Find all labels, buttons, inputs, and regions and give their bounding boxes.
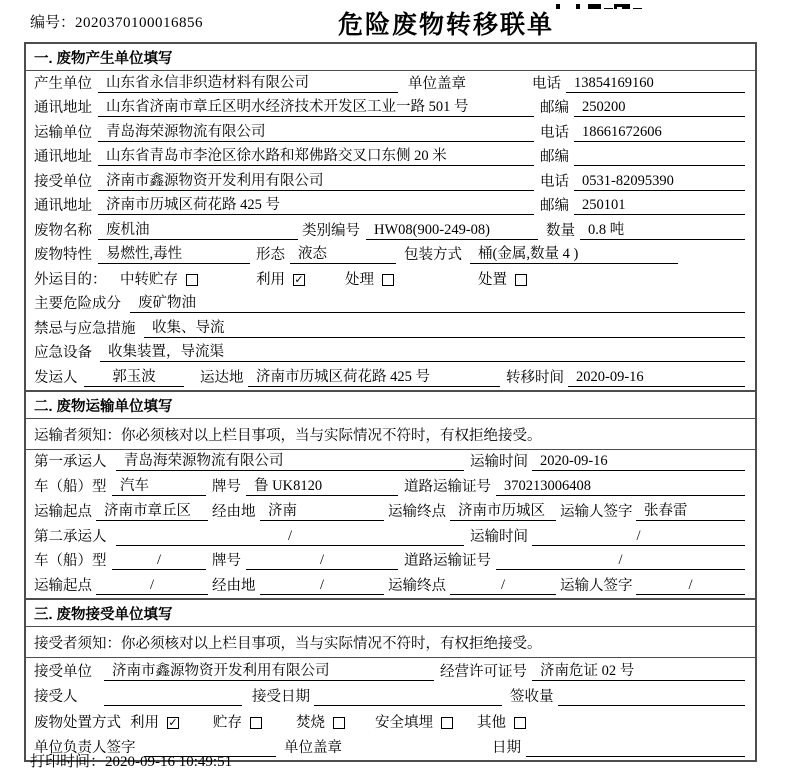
receiver-unit-row [26, 169, 755, 194]
hazard-component-value[interactable]: 废矿物油 [130, 294, 745, 313]
checkbox-unchecked-icon[interactable] [382, 274, 394, 286]
unit-seal-label: 单位盖章 [284, 740, 342, 757]
route-via-2-value[interactable]: / [260, 576, 384, 595]
plate-number-label: 牌号 [212, 553, 241, 570]
postcode-label: 邮编 [540, 100, 569, 116]
disposal-method-label: 废物处置方式 [34, 714, 121, 731]
receiver-phone-value[interactable]: 0531-82095390 [574, 172, 745, 191]
transporter-address-label: 通讯地址 [34, 149, 92, 165]
route-end-2-value[interactable]: / [450, 576, 556, 595]
receiver-postcode-value[interactable]: 250101 [574, 196, 745, 215]
receiver-address-label: 通讯地址 [34, 198, 92, 214]
unit-seal-label: 单位盖章 [408, 75, 466, 92]
route-origin-label: 运输起点 [34, 578, 92, 595]
transporter-address-row [26, 145, 755, 170]
form-state-value[interactable]: 液态 [290, 245, 396, 264]
route-via-label: 经由地 [212, 503, 256, 520]
transfer-purpose-label: 外运目的： [34, 271, 107, 288]
disposal-method-row [26, 709, 755, 735]
second-carrier-label: 第二承运人 [34, 528, 107, 545]
received-quantity-value[interactable] [558, 688, 745, 706]
disposal-use-checkbox[interactable] [130, 714, 179, 732]
category-code-label: 类别编号 [302, 222, 360, 239]
accept-date-value[interactable] [314, 688, 502, 706]
serial-label: 编号： [30, 15, 76, 31]
section-producer-header: 一. 废物产生单位填写 [26, 44, 755, 71]
accepting-person-row [26, 684, 755, 710]
packaging-value[interactable]: 桶(金属,数量 4 ) [470, 245, 678, 264]
transporter-unit-label: 运输单位 [34, 124, 92, 141]
vehicle-type-value[interactable]: 汽车 [112, 477, 206, 496]
accept-date-label: 接受日期 [252, 689, 310, 706]
emergency-measures-label: 禁忌与应急措施 [34, 320, 136, 337]
waste-property-value[interactable]: 易燃性,毒性 [98, 245, 250, 264]
date-label: 日期 [492, 740, 521, 757]
checkbox-unchecked-icon[interactable] [441, 717, 453, 729]
disposal-landfill-checkbox-label: 安全填埋 [375, 714, 433, 731]
accepting-unit-row [26, 658, 755, 684]
carrier-signature-label: 运输人签字 [560, 503, 633, 520]
purpose-transit-storage-checkbox-label: 中转贮存 [120, 271, 178, 288]
transporter-unit-row [26, 120, 755, 145]
consignor-label: 发运人 [34, 369, 78, 386]
disposal-incineration-checkbox-label: 焚烧 [296, 714, 325, 731]
print-time-label: 打印时间： [30, 754, 106, 768]
transfer-purpose-row [26, 267, 755, 292]
receiver-notice: 接受者须知：你必须核对以上栏目事项，当与实际情况不符时，有权拒绝接受。 [26, 627, 755, 658]
print-time [30, 750, 232, 768]
postcode-label: 邮编 [540, 149, 569, 165]
packaging-label: 包装方式 [404, 247, 462, 263]
transfer-time-label: 转移时间 [506, 369, 564, 386]
second-carrier-row [26, 524, 755, 549]
checkbox-unchecked-icon[interactable] [514, 717, 526, 729]
transport-time-label: 运输时间 [470, 528, 528, 545]
transporter-notice: 运输者须知：你必须核对以上栏目事项，当与实际情况不符时，有权拒绝接受。 [26, 419, 755, 450]
accepting-unit-label: 接受单位 [34, 663, 92, 680]
disposal-storage-checkbox[interactable] [213, 714, 262, 732]
vehicle-type-label: 车（船）型 [34, 479, 107, 496]
section-receiver-header: 三. 废物接受单位填写 [26, 600, 755, 627]
plate-number-value[interactable]: 鲁 UK8120 [246, 477, 398, 496]
vehicle-row-2 [26, 549, 755, 574]
qr-code-fragment [556, 0, 642, 9]
received-quantity-label: 签收量 [510, 689, 554, 706]
transporter-postcode-value[interactable] [574, 148, 745, 166]
consignor-row [26, 365, 755, 390]
category-code-value[interactable]: HW08(900-249-08) [366, 221, 538, 240]
disposal-other-checkbox[interactable] [477, 714, 526, 732]
producer-address-label: 通讯地址 [34, 100, 92, 116]
road-permit-label: 道路运输证号 [404, 479, 491, 496]
emergency-equipment-label: 应急设备 [34, 345, 92, 361]
producer-address-value[interactable]: 山东省济南市章丘区明水经济技术开发区工业一路 501 号 [98, 98, 534, 117]
transporter-unit-value[interactable]: 青岛海荣源物流有限公司 [98, 123, 534, 142]
plate-number-label: 牌号 [212, 479, 241, 496]
page-title: 危险废物转移联单 [337, 11, 554, 39]
manifest-form [24, 42, 757, 762]
section-transport-header: 二. 废物运输单位填写 [26, 392, 755, 419]
license-number-value[interactable]: 济南危证 02 号 [532, 662, 745, 681]
destination-label: 运达地 [200, 369, 244, 386]
waste-property-row [26, 243, 755, 268]
hazard-component-row [26, 292, 755, 317]
receiver-address-value[interactable]: 济南市历城区荷花路 425 号 [98, 196, 534, 215]
hazard-component-label: 主要危险成分 [34, 296, 121, 312]
producer-unit-row [26, 71, 755, 96]
transport-time-2-value[interactable]: / [532, 527, 745, 546]
purpose-treatment-checkbox[interactable] [345, 271, 394, 289]
waste-name-value[interactable]: 废机油 [98, 221, 298, 240]
transporter-address-value[interactable]: 山东省青岛市李沧区徐水路和郑佛路交叉口东侧 20 米 [98, 147, 534, 166]
disposal-storage-checkbox-label: 贮存 [213, 714, 242, 731]
form-state-label: 形态 [256, 247, 285, 263]
receiver-unit-label: 接受单位 [34, 173, 92, 190]
section-receiver [26, 598, 755, 760]
accepting-person-label: 接受人 [34, 689, 78, 706]
section-transport-rows [26, 450, 755, 599]
disposal-use-checkbox-label: 利用 [130, 714, 159, 731]
destination-value[interactable]: 济南市历城区荷花路 425 号 [248, 368, 500, 387]
disposal-landfill-checkbox[interactable] [375, 714, 453, 732]
road-permit-2-value[interactable]: / [496, 551, 745, 570]
second-carrier-value[interactable]: / [116, 527, 464, 546]
purpose-use-checkbox[interactable] [256, 271, 305, 289]
waste-name-label: 废物名称 [34, 222, 92, 239]
date-value[interactable] [526, 739, 745, 757]
phone-label: 电话 [540, 173, 569, 190]
accepting-unit-value[interactable]: 济南市鑫源物资开发利用有限公司 [104, 662, 434, 681]
print-time-value: 2020-09-16 10:49:51 [105, 754, 233, 768]
first-carrier-label: 第一承运人 [34, 454, 107, 471]
section-transport [26, 390, 755, 599]
waste-name-row [26, 218, 755, 243]
emergency-measures-value[interactable]: 收集、导流 [144, 319, 745, 338]
producer-postcode-value[interactable]: 250200 [574, 98, 745, 117]
route-origin-value[interactable]: 济南市章丘区 [96, 502, 208, 521]
route-origin-2-value[interactable]: / [96, 576, 208, 595]
disposal-incineration-checkbox[interactable] [296, 714, 345, 732]
checkbox-checked-icon[interactable]: ✓ [168, 715, 178, 729]
consignor-value[interactable]: 郭玉波 [84, 368, 184, 387]
route-via-label: 经由地 [212, 578, 256, 595]
first-carrier-row [26, 450, 755, 475]
responsible-signature-label: 单位负责人签字 [34, 740, 136, 757]
purpose-treatment-checkbox-label: 处理 [345, 271, 374, 288]
transport-time-label: 运输时间 [470, 454, 528, 471]
checkbox-unchecked-icon[interactable] [333, 717, 345, 729]
phone-label: 电话 [540, 124, 569, 141]
route-end-value[interactable]: 济南市历城区 [450, 502, 556, 521]
producer-phone-value[interactable]: 13854169160 [566, 74, 745, 93]
first-carrier-value[interactable]: 青岛海荣源物流有限公司 [116, 452, 464, 471]
purpose-transit-storage-checkbox[interactable] [120, 271, 198, 289]
disposal-other-checkbox-label: 其他 [477, 714, 506, 731]
route-row-1 [26, 499, 755, 524]
serial-value: 2020370100016856 [75, 15, 204, 31]
checkbox-unchecked-icon[interactable] [186, 274, 198, 286]
accepting-person-value[interactable] [104, 688, 242, 706]
road-permit-value[interactable]: 370213006408 [496, 477, 745, 496]
vehicle-type-2-value[interactable]: / [112, 551, 206, 570]
road-permit-label: 道路运输证号 [404, 553, 491, 570]
section-receiver-rows [26, 658, 755, 760]
carrier-signature-value[interactable]: 张春雷 [636, 502, 745, 521]
vehicle-type-label: 车（船）型 [34, 553, 107, 570]
emergency-equipment-value[interactable]: 收集装置，导流渠 [100, 343, 745, 362]
phone-label: 电话 [532, 75, 561, 92]
waste-property-label: 废物特性 [34, 247, 92, 263]
route-row-2 [26, 573, 755, 598]
section-producer [26, 44, 755, 390]
checkbox-unchecked-icon[interactable] [515, 274, 527, 286]
producer-unit-value[interactable]: 山东省永信非织造材料有限公司 [98, 74, 398, 93]
receiver-address-row [26, 194, 755, 219]
producer-address-row [26, 96, 755, 121]
receiver-unit-value[interactable]: 济南市鑫源物资开发利用有限公司 [98, 172, 534, 191]
purpose-use-checkbox-label: 利用 [256, 271, 285, 288]
carrier-signature-2-value[interactable]: / [636, 576, 745, 595]
plate-number-2-value[interactable]: / [246, 551, 398, 570]
quantity-value[interactable]: 0.8 吨 [580, 221, 745, 240]
route-end-label: 运输终点 [388, 503, 446, 520]
transfer-time-value[interactable]: 2020-09-16 [568, 368, 745, 387]
emergency-measures-row [26, 316, 755, 341]
purpose-disposal-checkbox-label: 处置 [478, 271, 507, 288]
route-origin-label: 运输起点 [34, 503, 92, 520]
postcode-label: 邮编 [540, 198, 569, 214]
emergency-equipment-row [26, 341, 755, 366]
quantity-label: 数量 [546, 222, 575, 239]
transport-time-value[interactable]: 2020-09-16 [532, 452, 745, 471]
route-end-label: 运输终点 [388, 578, 446, 595]
qr-code-icon [556, 4, 642, 9]
section-producer-rows [26, 71, 755, 390]
transporter-phone-value[interactable]: 18661672606 [574, 123, 745, 142]
producer-unit-label: 产生单位 [34, 75, 92, 92]
carrier-signature-label: 运输人签字 [560, 578, 633, 595]
checkbox-checked-icon[interactable]: ✓ [294, 272, 304, 286]
purpose-disposal-checkbox[interactable] [478, 271, 527, 289]
vehicle-row-1 [26, 474, 755, 499]
checkbox-unchecked-icon[interactable] [250, 717, 262, 729]
route-via-value[interactable]: 济南 [260, 502, 384, 521]
license-number-label: 经营许可证号 [440, 663, 527, 680]
